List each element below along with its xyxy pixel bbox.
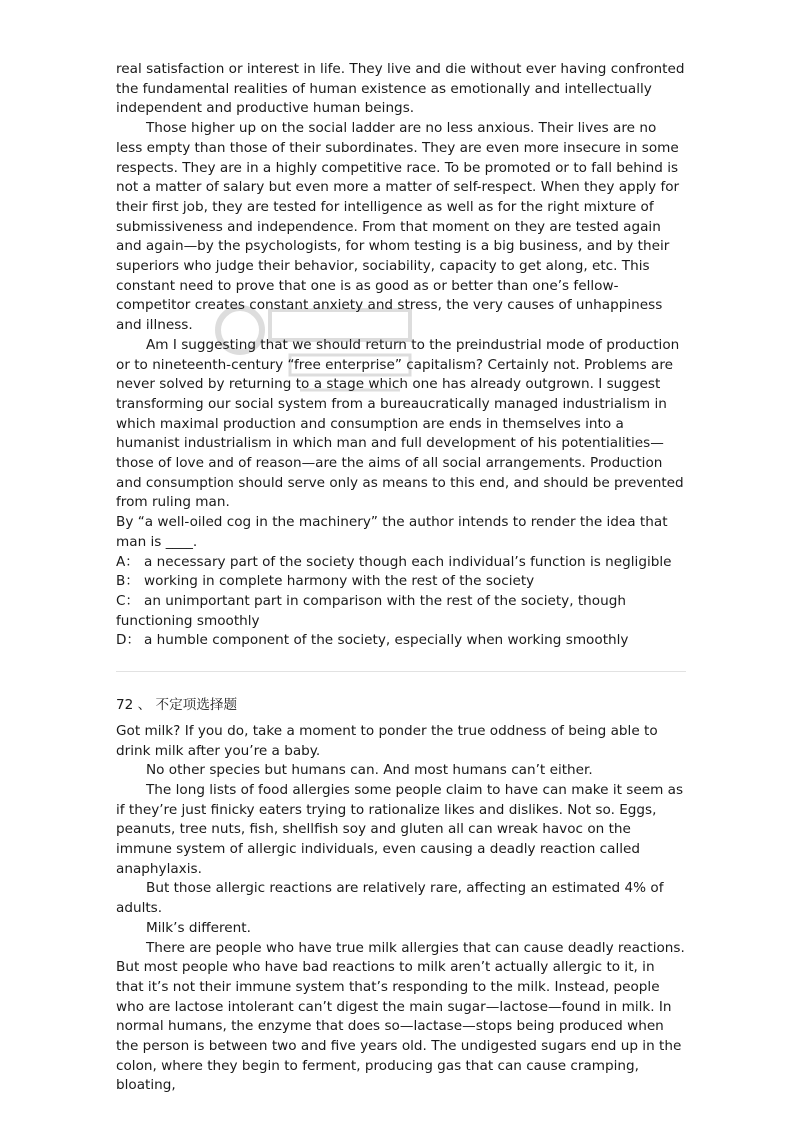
document-page — [116, 60, 686, 1096]
q72-paragraph-3: The long lists of food allergies some people claim to have can make it seem as if they’re just finicky eaters trying to rationalize likes and dislikes. Not so. Eggs, peanuts, tree nuts, fish, shellfish soy and gluten all can wreak havoc on the immune system of allergic individuals, even causing a deadly reaction called anaphylaxis. — [116, 781, 684, 877]
passage1-paragraph-1: real satisfaction or interest in life. They live and die without ever having confronted the fundamental realities of human existence as emotionally and intellectually independent and productive human beings. — [116, 61, 685, 117]
q72-paragraph-2: No other species but humans can. And most humans can’t either. — [146, 762, 593, 779]
question-72-header: 72 、 不定项选择题 — [116, 697, 238, 714]
question-stem: By “a well-oiled cog in the machinery” the author intends to render the idea that man is ____. — [116, 514, 668, 550]
option-c[interactable] — [116, 592, 686, 631]
option-letter: C： — [116, 592, 140, 609]
q72-paragraph-6: There are people who have true milk allergies that can cause deadly reactions. But most people who have bad reactions to milk aren’t actually allergic to it, in that it’s not their immune system that’s responding to the milk. Instead, people who are lactose intolerant can’t digest the main sugar—lactose—found in milk. In normal humans, the enzyme that does so—lactase—stops being produced when the person is between two and five years old. The undigested sugars end up in the colon, where they begin to ferment, producing gas that can cause cramping, bloating, — [116, 939, 685, 1094]
option-letter: D： — [116, 632, 141, 649]
q72-paragraph-5: Milk’s different. — [146, 919, 251, 936]
option-d[interactable] — [116, 631, 686, 651]
option-b[interactable] — [116, 572, 686, 592]
option-text: an unimportant part in comparison with the rest of the society, though functioning smoothly — [116, 592, 626, 629]
option-a[interactable] — [116, 553, 686, 573]
option-letter: B： — [116, 573, 139, 590]
passage1-paragraph-2: Those higher up on the social ladder are no less anxious. Their lives are no less empty than those of their subordinates. They are even more insecure in some respects. They are in a highly competitive race. To be promoted or to fall behind is not a matter of salary but even more a matter of self-respect. When they apply for their first job, they are tested for intelligence as well as for the right mixture of submissiveness and independence. From that moment on they are tested again and again—by the psychologists, for whom testing is a big business, and by their superiors who judge their behavior, sociability, capacity to get along, etc. This constant need to prove that one is as good as or better than one’s fellow-competitor creates constant anxiety and stress, the very causes of unhappiness and illness. — [116, 120, 680, 334]
option-letter: A： — [116, 553, 139, 570]
section-divider — [116, 671, 686, 672]
option-text: working in complete harmony with the rest of the society — [144, 573, 535, 590]
q72-paragraph-1: Got milk? If you do, take a moment to ponder the true oddness of being able to drink milk after you’re a baby. — [116, 722, 658, 759]
answer-options — [116, 553, 686, 652]
option-text: a necessary part of the society though each individual’s function is negligible — [144, 553, 672, 570]
q72-paragraph-4: But those allergic reactions are relatively rare, affecting an estimated 4% of adults. — [116, 880, 664, 917]
passage1-paragraph-3: Am I suggesting that we should return to the preindustrial mode of production or to nineteenth-century “free enterprise” capitalism? Certainly not. Problems are never solved by returning to a stage which one has already outgrown. I suggest transforming our social system from a bureaucratically managed industrialism in which maximal production and consumption are ends in themselves into a humanist industrialism in which man and full development of his potentialities—those of love and of reason—are the aims of all social arrangements. Production and consumption should serve only as means to this end, and should be prevented from ruling man. — [116, 336, 684, 511]
option-text: a humble component of the society, especially when working smoothly — [144, 632, 629, 649]
